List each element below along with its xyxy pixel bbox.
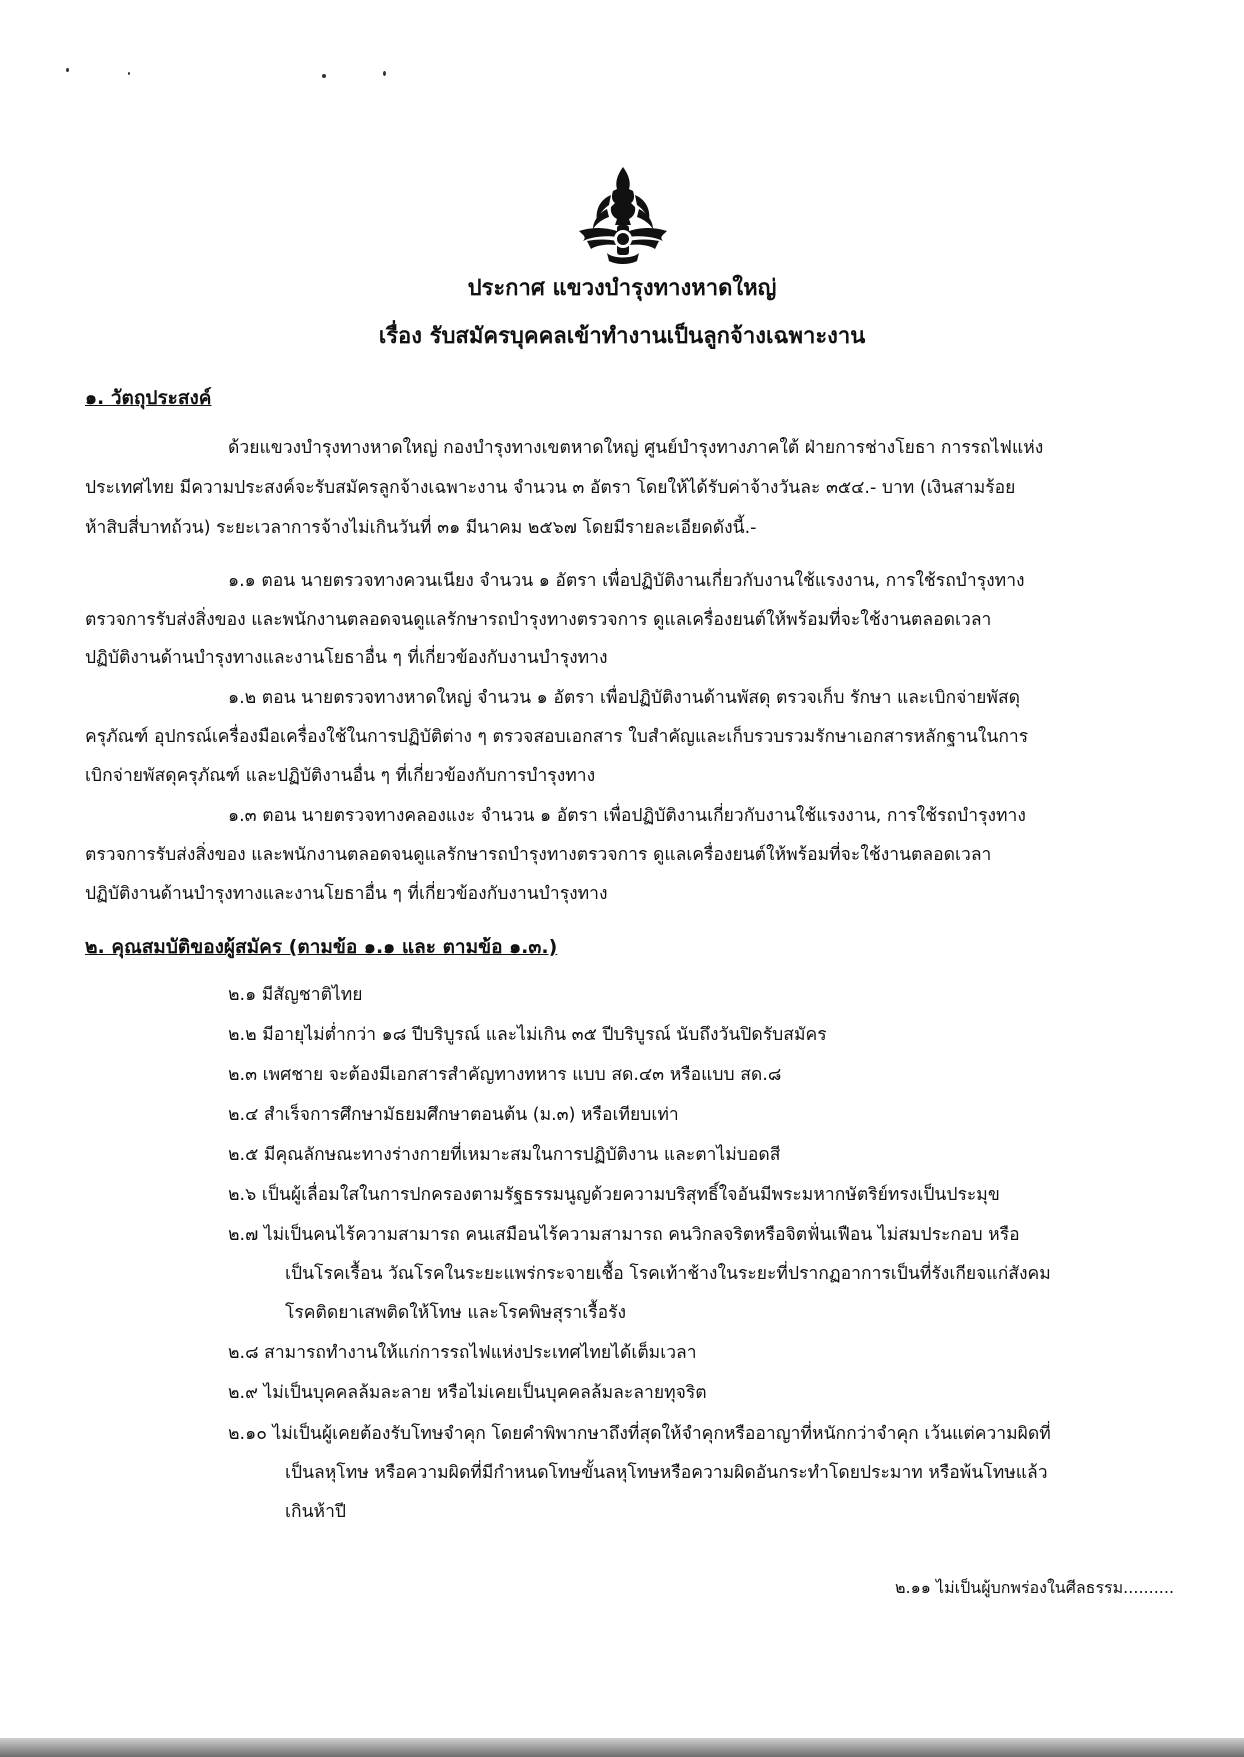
qualification-item: ๒.๕ มีคุณลักษณะทางร่างกายที่เหมาะสมในการปฏิบัติงาน และตาไม่บอดสี — [228, 1145, 781, 1165]
qualification-item-continued: โรคติดยาเสพติดให้โทษ และโรคพิษสุราเรื้อรัง — [285, 1303, 627, 1323]
qualification-item: ๒.๑๐ ไม่เป็นผู้เคยต้องรับโทษจำคุก โดยคำพิพากษาถึงที่สุดให้จำคุกหรืออาญาที่หนักกว่าจำคุก เว้นแต่ความผิดที่ — [228, 1424, 1051, 1444]
qualification-item: ๒.๖ เป็นผู้เลื่อมใสในการปกครองตามรัฐธรรมนูญด้วยความบริสุทธิ์ใจอันมีพระมหากษัตริย์ทรงเป็นประมุข — [228, 1185, 1000, 1205]
item-1-3-line: ๑.๓ ตอน นายตรวจทางคลองแงะ จำนวน ๑ อัตรา เพื่อปฏิบัติงานเกี่ยวกับงานใช้แรงงาน, การใช้รถบำรุงทาง — [228, 806, 1026, 826]
item-1-1-line: ปฏิบัติงานด้านบำรุงทางและงานโยธาอื่น ๆ ที่เกี่ยวข้องกับงานบำรุงทาง — [85, 648, 608, 668]
item-1-2-line: เบิกจ่ายพัสดุครุภัณฑ์ และปฏิบัติงานอื่น ๆ ที่เกี่ยวข้องกับการบำรุงทาง — [85, 766, 596, 786]
scan-speck — [66, 68, 69, 72]
qualification-item-continued: เป็นโรคเรื้อน วัณโรคในระยะแพร่กระจายเชื้อ โรคเท้าช้างในระยะที่ปรากฏอาการเป็นที่รังเกียจแก่สังคม — [285, 1264, 1051, 1284]
paragraph-line: ด้วยแขวงบำรุงทางหาดใหญ่ กองบำรุงทางเขตหาดใหญ่ ศูนย์บำรุงทางภาคใต้ ฝ่ายการช่างโยธา การรถไฟแห่ง — [228, 438, 1044, 458]
section-2-heading: ๒. คุณสมบัติของผู้สมัคร (ตามข้อ ๑.๑ และ ตามข้อ ๑.๓.) — [85, 936, 558, 958]
item-1-2-line: ครุภัณฑ์ อุปกรณ์เครื่องมือเครื่องใช้ในการปฏิบัติต่าง ๆ ตรวจสอบเอกสาร ใบสำคัญและเก็บรวบรวมรักษาเอกสารหลักฐานในการ — [85, 727, 1029, 747]
scan-speck — [383, 71, 386, 76]
qualification-item: ๒.๓ เพศชาย จะต้องมีเอกสารสำคัญทางทหาร แบบ สด.๔๓ หรือแบบ สด.๘ — [228, 1065, 782, 1085]
qualification-item-continued: เป็นลหุโทษ หรือความผิดที่มีกำหนดโทษขั้นลหุโทษหรือความผิดอันกระทำโดยประมาท หรือพ้นโทษแล้ว — [285, 1463, 1048, 1483]
item-1-3-line: ตรวจการรับส่งสิ่งของ และพนักงานตลอดจนดูแลรักษารถบำรุงทางตรวจการ ดูแลเครื่องยนต์ให้พร้อมที่จะใช้งานตลอดเวลา — [85, 845, 992, 865]
page-continuation: ๒.๑๑ ไม่เป็นผู้บกพร่องในศีลธรรม.......... — [895, 1578, 1175, 1597]
qualification-item: ๒.๘ สามารถทำงานให้แก่การรถไฟแห่งประเทศไทยได้เต็มเวลา — [228, 1343, 697, 1363]
qualification-item: ๒.๗ ไม่เป็นคนไร้ความสามารถ คนเสมือนไร้ความสามารถ คนวิกลจริตหรือจิตฟั่นเฟือน ไม่สมประกอบ หรือ — [228, 1225, 1020, 1245]
qualification-item: ๒.๔ สำเร็จการศึกษามัธยมศึกษาตอนต้น (ม.๓) หรือเทียบเท่า — [228, 1105, 679, 1125]
announcement-subject: เรื่อง รับสมัครบุคคลเข้าทำงานเป็นลูกจ้างเฉพาะงาน — [378, 324, 866, 349]
qualification-item: ๒.๒ มีอายุไม่ต่ำกว่า ๑๘ ปีบริบูรณ์ และไม่เกิน ๓๕ ปีบริบูรณ์ นับถึงวันปิดรับสมัคร — [228, 1025, 827, 1045]
scan-edge — [0, 1738, 1244, 1757]
scan-speck — [128, 72, 130, 75]
item-1-2-line: ๑.๒ ตอน นายตรวจทางหาดใหญ่ จำนวน ๑ อัตรา เพื่อปฏิบัติงานด้านพัสดุ ตรวจเก็บ รักษา และเบิกจ่ายพัสดุ — [228, 688, 1020, 708]
section-1-heading: ๑. วัตถุประสงค์ — [85, 387, 212, 409]
paragraph-line: ประเทศไทย มีความประสงค์จะรับสมัครลูกจ้างเฉพาะงาน จำนวน ๓ อัตรา โดยให้ได้รับค่าจ้างวันละ ๓๕๔.- บาท (เงินสามร้อย — [85, 478, 1016, 498]
qualification-item-continued: เกินห้าปี — [285, 1502, 347, 1522]
paragraph-line: ห้าสิบสี่บาทถ้วน) ระยะเวลาการจ้างไม่เกินวันที่ ๓๑ มีนาคม ๒๕๖๗ โดยมีรายละเอียดดังนี้.- — [85, 518, 757, 538]
announcement-title: ประกาศ แขวงบำรุงทางหาดใหญ่ — [467, 276, 777, 301]
item-1-1-line: ๑.๑ ตอน นายตรวจทางควนเนียง จำนวน ๑ อัตรา เพื่อปฏิบัติงานเกี่ยวกับงานใช้แรงงาน, การใช้รถบำรุงทาง — [228, 571, 1025, 591]
item-1-3-line: ปฏิบัติงานด้านบำรุงทางและงานโยธาอื่น ๆ ที่เกี่ยวข้องกับงานบำรุงทาง — [85, 884, 608, 904]
item-1-1-line: ตรวจการรับส่งสิ่งของ และพนักงานตลอดจนดูแลรักษารถบำรุงทางตรวจการ ดูแลเครื่องยนต์ให้พร้อมที่จะใช้งานตลอดเวลา — [85, 610, 992, 630]
scan-speck — [322, 74, 326, 78]
qualification-item: ๒.๙ ไม่เป็นบุคคลล้มละลาย หรือไม่เคยเป็นบุคคลล้มละลายทุจริต — [228, 1383, 707, 1403]
qualification-item: ๒.๑ มีสัญชาติไทย — [228, 985, 363, 1005]
state-railway-emblem-icon — [577, 165, 669, 265]
